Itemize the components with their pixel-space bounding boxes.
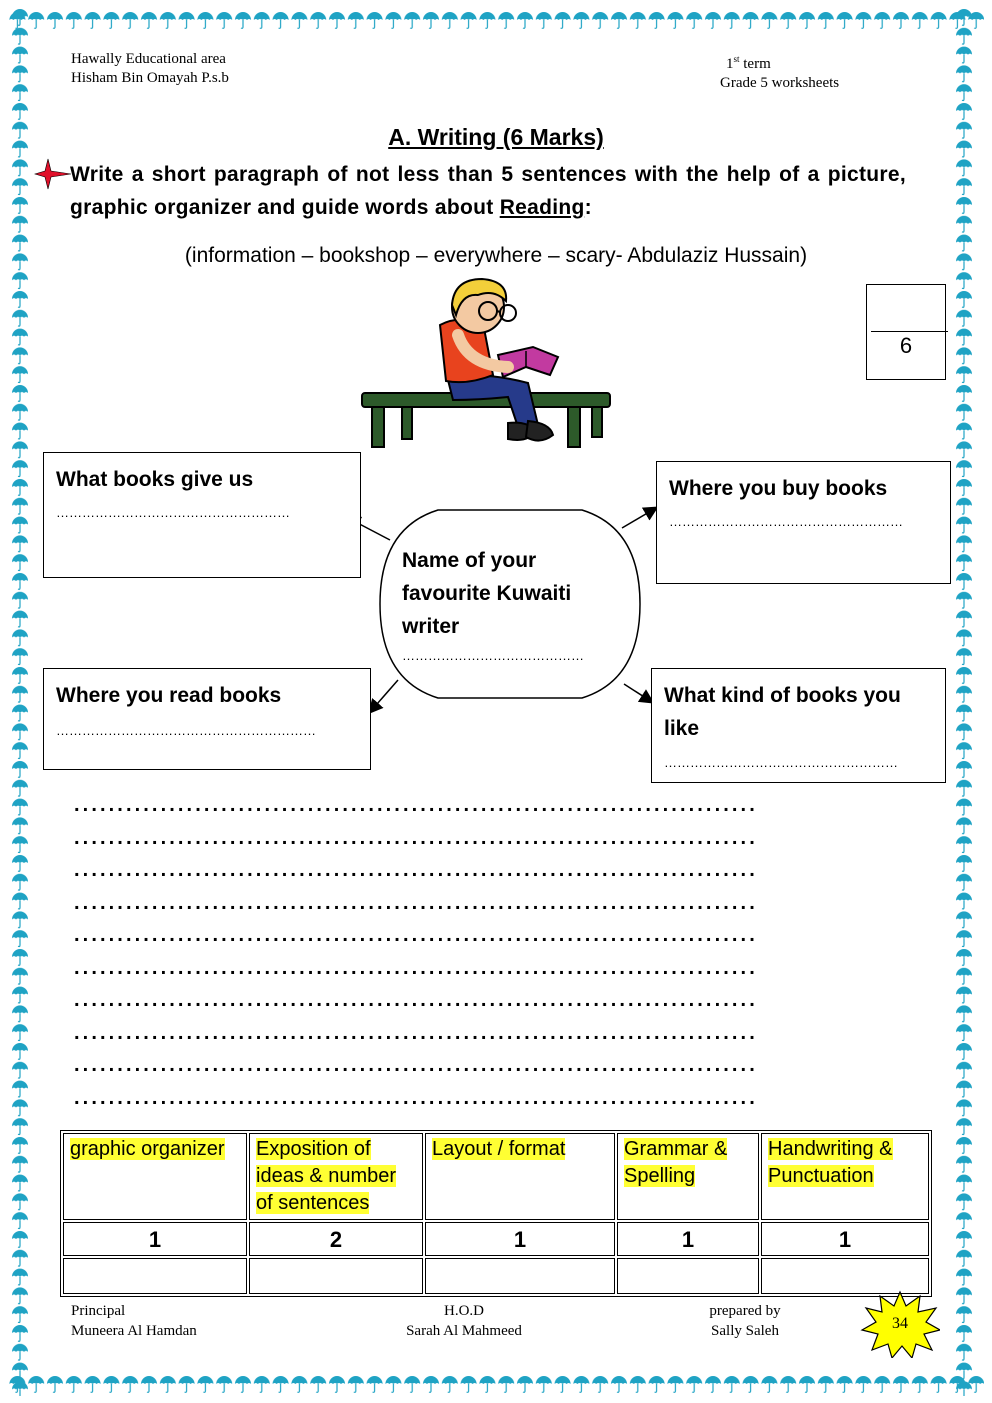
box-answer-dots: ……………………………………………… xyxy=(56,505,290,520)
rubric-blank-cell xyxy=(249,1258,423,1294)
criterion-text: Handwriting & Punctuation xyxy=(768,1138,893,1187)
writing-area xyxy=(74,795,924,1120)
box-answer-dots: …………………………………………………… xyxy=(56,723,316,738)
umbrella-border-bottom xyxy=(8,1372,984,1396)
header-area: Hawally Educational area xyxy=(71,51,226,67)
hod-title: H.O.D xyxy=(444,1303,484,1319)
organizer-box-buy-books xyxy=(656,461,951,584)
writing-line: ............................................................................... xyxy=(74,1087,758,1109)
rubric-criterion xyxy=(761,1133,929,1220)
prepared-name: Sally Saleh xyxy=(711,1323,779,1339)
rubric-blank-row xyxy=(63,1258,929,1294)
prepared-title: prepared by xyxy=(709,1303,781,1319)
writing-line: ............................................................................... xyxy=(74,925,758,946)
rubric-score: 1 xyxy=(63,1222,247,1256)
criterion-text: Layout / format xyxy=(432,1138,566,1160)
principal-title: Principal xyxy=(71,1303,126,1319)
writing-line: ............................................................................... xyxy=(74,827,758,849)
rubric-blank-cell xyxy=(617,1258,759,1294)
organizer-box-kind-of-books xyxy=(651,668,946,783)
rubric-criterion xyxy=(425,1133,615,1220)
box-label: What kind of books you like xyxy=(664,684,901,740)
writing-line: ............................................................................... xyxy=(74,860,758,881)
hod-name: Sarah Al Mahmeed xyxy=(406,1323,522,1339)
header-school: Hisham Bin Omayah P.s.b xyxy=(71,70,229,86)
rubric-criteria-row xyxy=(63,1133,929,1220)
footer-hod xyxy=(398,1301,530,1341)
page-number: 34 xyxy=(892,1315,908,1332)
instruction-topic: Reading xyxy=(499,196,585,219)
box-label: Where you buy books xyxy=(669,477,888,500)
footer-principal xyxy=(71,1301,197,1341)
rubric-score: 2 xyxy=(249,1222,423,1256)
organizer-box-read-books xyxy=(43,668,371,770)
rubric-blank-cell xyxy=(63,1258,247,1294)
writing-line: ............................................................................... xyxy=(74,1022,758,1044)
writing-line: ............................................................................... xyxy=(74,957,758,979)
rubric-criterion xyxy=(249,1133,423,1220)
mark-total: 6 xyxy=(899,333,913,358)
guide-words: (information – bookshop – everywhere – scary- Abdulaziz Hussain) xyxy=(184,244,808,267)
rubric-scores-row xyxy=(63,1222,929,1256)
rubric-blank-cell xyxy=(425,1258,615,1294)
writing-line: ............................................................................... xyxy=(74,892,758,914)
section-title: A. Writing (6 Marks) xyxy=(388,124,604,150)
box-answer-dots: ……………………………………………… xyxy=(664,755,898,770)
rubric-blank-cell xyxy=(761,1258,929,1294)
rubric-score: 1 xyxy=(617,1222,759,1256)
writing-line: ............................................................................... xyxy=(74,795,758,816)
box-answer-dots: ……………………………………………… xyxy=(669,514,903,529)
rubric-score: 1 xyxy=(761,1222,929,1256)
rubric-criterion xyxy=(617,1133,759,1220)
instruction-body: Write a short paragraph of not less than 5 sentences with the help of a picture, graphic organizer and guide words about xyxy=(70,163,906,219)
center-answer-dots: …………………………………… xyxy=(402,648,584,663)
box-label: What books give us xyxy=(56,468,254,491)
criterion-text: Grammar & Spelling xyxy=(624,1138,728,1187)
instruction-tail: : xyxy=(584,196,592,219)
organizer-box-books-give xyxy=(43,452,361,578)
term-word: term xyxy=(739,56,771,72)
writing-line: ............................................................................... xyxy=(74,1055,758,1076)
term-number: 1 xyxy=(726,56,734,72)
center-label: Name of your favourite Kuwaiti writer xyxy=(402,549,572,638)
term-suffix: st xyxy=(733,54,740,64)
footer-prepared xyxy=(700,1301,790,1341)
rubric-table xyxy=(60,1130,932,1297)
header-grade: Grade 5 worksheets xyxy=(720,75,840,91)
rubric-criterion xyxy=(63,1133,247,1220)
criterion-text: graphic organizer xyxy=(70,1138,225,1160)
principal-name: Muneera Al Hamdan xyxy=(71,1323,197,1339)
box-label: Where you read books xyxy=(56,684,282,707)
writing-line: ............................................................................... xyxy=(74,990,758,1011)
criterion-text: Exposition of ideas & number of sentences xyxy=(256,1138,397,1214)
rubric-score: 1 xyxy=(425,1222,615,1256)
